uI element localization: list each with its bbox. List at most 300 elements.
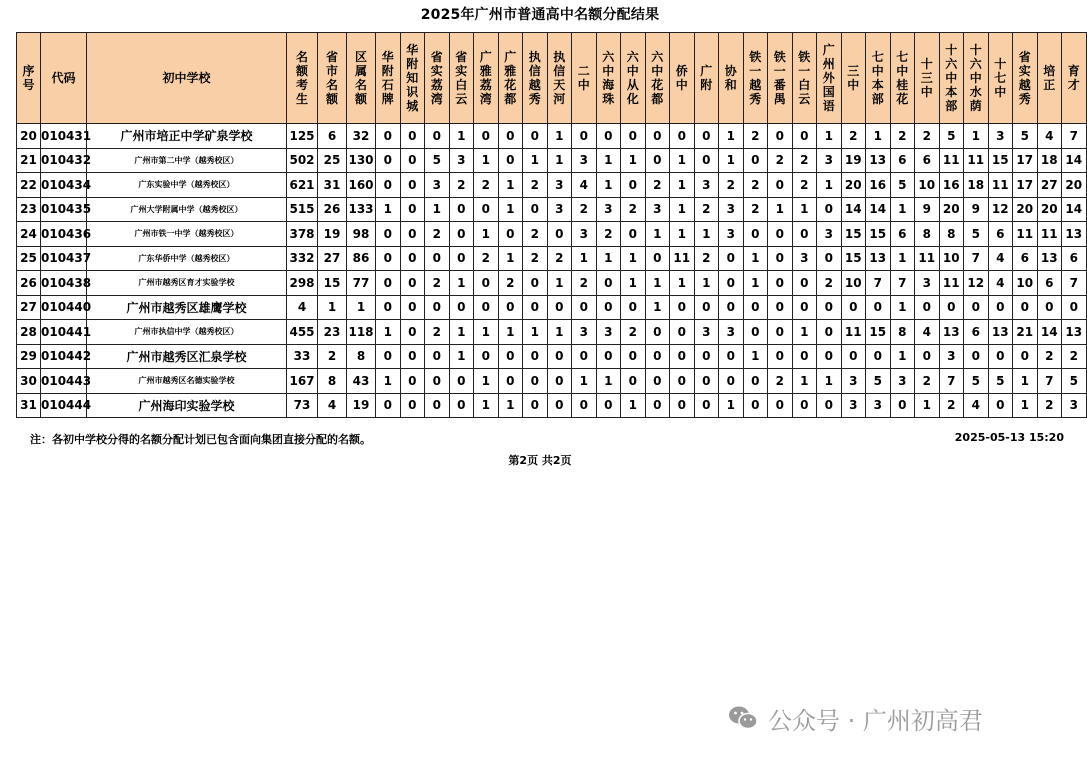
quota-cell: 20 bbox=[841, 173, 866, 198]
column-header-label: 广雅荔湾 bbox=[479, 50, 492, 106]
school-code: 010444 bbox=[41, 393, 87, 418]
quota-cell: 10 bbox=[841, 271, 866, 296]
quota-cell: 0 bbox=[596, 344, 621, 369]
quota-cell: 10 bbox=[939, 246, 964, 271]
quota-cell: 1 bbox=[670, 222, 695, 247]
quota-cell: 125 bbox=[287, 124, 318, 149]
quota-cell: 2 bbox=[915, 369, 940, 394]
quota-cell: 6 bbox=[890, 148, 915, 173]
column-header bbox=[87, 33, 287, 124]
quota-cell: 0 bbox=[1037, 295, 1062, 320]
quota-cell: 86 bbox=[347, 246, 376, 271]
column-header bbox=[425, 33, 450, 124]
quota-cell: 20 bbox=[1037, 197, 1062, 222]
quota-cell: 0 bbox=[425, 393, 450, 418]
quota-cell: 0 bbox=[645, 393, 670, 418]
quota-cell: 0 bbox=[547, 222, 572, 247]
column-header-label: 广雅花都 bbox=[504, 50, 517, 106]
quota-cell: 7 bbox=[964, 246, 989, 271]
quota-cell: 17 bbox=[1013, 148, 1038, 173]
watermark-text: 公众号 · 广州初高君 bbox=[768, 706, 983, 735]
quota-cell: 0 bbox=[792, 393, 817, 418]
quota-cell: 15 bbox=[841, 246, 866, 271]
quota-cell: 2 bbox=[743, 197, 768, 222]
quota-cell: 4 bbox=[988, 271, 1013, 296]
school-name: 广东华侨中学（越秀校区） bbox=[87, 246, 287, 271]
quota-cell: 0 bbox=[572, 295, 597, 320]
column-header bbox=[547, 33, 572, 124]
column-header-label: 六中花都 bbox=[651, 50, 664, 106]
column-header bbox=[474, 33, 499, 124]
quota-cell: 1 bbox=[572, 369, 597, 394]
school-code: 010432 bbox=[41, 148, 87, 173]
quota-cell: 0 bbox=[621, 222, 646, 247]
quota-cell: 0 bbox=[670, 344, 695, 369]
quota-cell: 4 bbox=[1037, 124, 1062, 149]
quota-cell: 5 bbox=[964, 369, 989, 394]
quota-cell: 1 bbox=[645, 271, 670, 296]
quota-cell: 10 bbox=[915, 173, 940, 198]
quota-cell: 0 bbox=[964, 295, 989, 320]
quota-cell: 621 bbox=[287, 173, 318, 198]
column-header-label: 三中 bbox=[847, 64, 860, 92]
column-header-label: 铁一番禺 bbox=[773, 50, 786, 106]
quota-cell: 3 bbox=[449, 148, 474, 173]
quota-cell: 32 bbox=[347, 124, 376, 149]
quota-cell: 0 bbox=[523, 124, 548, 149]
quota-cell: 130 bbox=[347, 148, 376, 173]
column-header bbox=[523, 33, 548, 124]
quota-cell: 2 bbox=[474, 246, 499, 271]
quota-cell: 2 bbox=[523, 246, 548, 271]
quota-cell: 0 bbox=[841, 295, 866, 320]
quota-cell: 0 bbox=[376, 393, 401, 418]
quota-cell: 2 bbox=[425, 222, 450, 247]
column-header-label: 执信越秀 bbox=[528, 50, 541, 106]
quota-cell: 9 bbox=[915, 197, 940, 222]
quota-cell: 6 bbox=[890, 222, 915, 247]
quota-cell: 1 bbox=[621, 246, 646, 271]
quota-cell: 0 bbox=[376, 124, 401, 149]
row-number: 28 bbox=[17, 320, 41, 345]
quota-cell: 1 bbox=[474, 393, 499, 418]
quota-cell: 1 bbox=[498, 246, 523, 271]
quota-cell: 3 bbox=[547, 197, 572, 222]
quota-cell: 332 bbox=[287, 246, 318, 271]
quota-cell: 19 bbox=[318, 222, 347, 247]
quota-cell: 0 bbox=[400, 197, 425, 222]
column-header bbox=[572, 33, 597, 124]
quota-cell: 0 bbox=[719, 344, 744, 369]
quota-cell: 0 bbox=[694, 124, 719, 149]
column-header-label: 代码 bbox=[51, 71, 76, 85]
quota-cell: 3 bbox=[866, 393, 891, 418]
quota-cell: 1 bbox=[743, 344, 768, 369]
quota-cell: 0 bbox=[645, 148, 670, 173]
quota-cell: 1 bbox=[596, 246, 621, 271]
quota-cell: 0 bbox=[743, 148, 768, 173]
quota-cell: 0 bbox=[400, 124, 425, 149]
quota-cell: 1 bbox=[890, 197, 915, 222]
quota-cell: 0 bbox=[498, 148, 523, 173]
quota-cell: 5 bbox=[866, 369, 891, 394]
quota-cell: 1 bbox=[596, 173, 621, 198]
school-code: 010440 bbox=[41, 295, 87, 320]
table-header-row bbox=[17, 33, 1087, 124]
quota-cell: 6 bbox=[964, 320, 989, 345]
row-number: 31 bbox=[17, 393, 41, 418]
quota-cell: 1 bbox=[694, 222, 719, 247]
column-header-label: 七中桂花 bbox=[896, 50, 909, 106]
quota-cell: 11 bbox=[1013, 222, 1038, 247]
quota-cell: 2 bbox=[719, 173, 744, 198]
quota-cell: 1 bbox=[474, 320, 499, 345]
quota-cell: 11 bbox=[939, 271, 964, 296]
school-name: 广州市越秀区育才实验学校 bbox=[87, 271, 287, 296]
quota-cell: 0 bbox=[400, 148, 425, 173]
quota-cell: 0 bbox=[596, 295, 621, 320]
quota-cell: 0 bbox=[498, 222, 523, 247]
quota-cell: 3 bbox=[890, 369, 915, 394]
column-header-label: 华附知识城 bbox=[406, 43, 419, 113]
quota-cell: 5 bbox=[1013, 124, 1038, 149]
quota-cell: 20 bbox=[1062, 173, 1087, 198]
column-header-label: 七中本部 bbox=[871, 50, 884, 106]
school-code: 010434 bbox=[41, 173, 87, 198]
school-name: 广州市第二中学（越秀校区） bbox=[87, 148, 287, 173]
quota-cell: 0 bbox=[523, 393, 548, 418]
quota-cell: 1 bbox=[915, 393, 940, 418]
quota-cell: 3 bbox=[572, 222, 597, 247]
quota-cell: 0 bbox=[547, 344, 572, 369]
column-header bbox=[743, 33, 768, 124]
quota-cell: 1 bbox=[743, 246, 768, 271]
quota-cell: 1 bbox=[890, 344, 915, 369]
quota-cell: 0 bbox=[523, 271, 548, 296]
quota-cell: 15 bbox=[866, 222, 891, 247]
quota-cell: 0 bbox=[425, 295, 450, 320]
column-header-label: 执信天河 bbox=[553, 50, 566, 106]
column-header-label: 十六中本部 bbox=[945, 43, 958, 113]
quota-cell: 7 bbox=[1062, 271, 1087, 296]
quota-cell: 0 bbox=[670, 393, 695, 418]
quota-cell: 0 bbox=[1062, 295, 1087, 320]
quota-cell: 27 bbox=[318, 246, 347, 271]
quota-cell: 1 bbox=[719, 393, 744, 418]
column-header bbox=[817, 33, 842, 124]
quota-cell: 7 bbox=[1037, 369, 1062, 394]
quota-cell: 11 bbox=[915, 246, 940, 271]
allocation-table bbox=[16, 32, 1087, 418]
quota-cell: 5 bbox=[988, 369, 1013, 394]
column-header bbox=[498, 33, 523, 124]
quota-cell: 3 bbox=[719, 197, 744, 222]
column-header-label: 区属名额 bbox=[354, 50, 367, 106]
quota-cell: 4 bbox=[915, 320, 940, 345]
quota-cell: 2 bbox=[1062, 344, 1087, 369]
quota-cell: 0 bbox=[425, 124, 450, 149]
quota-cell: 31 bbox=[318, 173, 347, 198]
quota-cell: 2 bbox=[694, 197, 719, 222]
column-header bbox=[866, 33, 891, 124]
quota-cell: 0 bbox=[498, 295, 523, 320]
column-header bbox=[400, 33, 425, 124]
quota-cell: 378 bbox=[287, 222, 318, 247]
quota-cell: 5 bbox=[964, 222, 989, 247]
quota-cell: 0 bbox=[400, 393, 425, 418]
wechat-icon bbox=[728, 705, 758, 731]
column-header bbox=[621, 33, 646, 124]
quota-cell: 6 bbox=[318, 124, 347, 149]
quota-cell: 1 bbox=[645, 222, 670, 247]
quota-cell: 3 bbox=[1062, 393, 1087, 418]
quota-cell: 21 bbox=[1013, 320, 1038, 345]
quota-cell: 2 bbox=[621, 320, 646, 345]
table-row bbox=[17, 320, 1087, 345]
quota-cell: 1 bbox=[645, 295, 670, 320]
quota-cell: 1 bbox=[474, 369, 499, 394]
quota-cell: 14 bbox=[1037, 320, 1062, 345]
quota-cell: 0 bbox=[866, 344, 891, 369]
column-header-label: 铁一越秀 bbox=[749, 50, 762, 106]
quota-cell: 26 bbox=[318, 197, 347, 222]
quota-cell: 1 bbox=[890, 246, 915, 271]
quota-cell: 2 bbox=[523, 173, 548, 198]
column-header-label: 十六中水荫 bbox=[969, 43, 982, 113]
page-title: 2025年广州市普通高中名额分配结果 bbox=[420, 7, 660, 23]
quota-cell: 133 bbox=[347, 197, 376, 222]
column-header bbox=[841, 33, 866, 124]
quota-cell: 2 bbox=[645, 173, 670, 198]
quota-cell: 0 bbox=[890, 393, 915, 418]
quota-cell: 0 bbox=[523, 369, 548, 394]
table-row bbox=[17, 344, 1087, 369]
quota-cell: 0 bbox=[474, 124, 499, 149]
quota-cell: 0 bbox=[645, 246, 670, 271]
column-header bbox=[915, 33, 940, 124]
quota-cell: 19 bbox=[841, 148, 866, 173]
quota-cell: 12 bbox=[964, 271, 989, 296]
quota-cell: 0 bbox=[376, 271, 401, 296]
quota-cell: 1 bbox=[1013, 393, 1038, 418]
quota-cell: 502 bbox=[287, 148, 318, 173]
quota-cell: 1 bbox=[498, 173, 523, 198]
quota-cell: 0 bbox=[817, 344, 842, 369]
quota-cell: 0 bbox=[449, 369, 474, 394]
table-row bbox=[17, 393, 1087, 418]
column-header-label: 初中学校 bbox=[162, 71, 211, 85]
quota-cell: 0 bbox=[719, 246, 744, 271]
quota-cell: 0 bbox=[449, 295, 474, 320]
quota-cell: 1 bbox=[425, 197, 450, 222]
column-header-label: 华附石牌 bbox=[381, 50, 394, 106]
quota-cell: 118 bbox=[347, 320, 376, 345]
quota-cell: 3 bbox=[719, 222, 744, 247]
quota-cell: 13 bbox=[866, 148, 891, 173]
column-header bbox=[719, 33, 744, 124]
quota-cell: 0 bbox=[792, 344, 817, 369]
quota-cell: 3 bbox=[817, 148, 842, 173]
row-number: 24 bbox=[17, 222, 41, 247]
quota-cell: 0 bbox=[498, 344, 523, 369]
quota-cell: 1 bbox=[547, 271, 572, 296]
quota-cell: 0 bbox=[792, 124, 817, 149]
quota-cell: 1 bbox=[474, 222, 499, 247]
school-name: 广州大学附属中学（越秀校区） bbox=[87, 197, 287, 222]
quota-cell: 9 bbox=[964, 197, 989, 222]
quota-cell: 0 bbox=[400, 320, 425, 345]
column-header-label: 二中 bbox=[577, 64, 590, 92]
quota-cell: 0 bbox=[915, 295, 940, 320]
school-code: 010436 bbox=[41, 222, 87, 247]
quota-cell: 2 bbox=[523, 222, 548, 247]
quota-cell: 3 bbox=[596, 320, 621, 345]
quota-cell: 27 bbox=[1037, 173, 1062, 198]
quota-cell: 2 bbox=[425, 320, 450, 345]
school-name: 广州市培正中学矿泉学校 bbox=[87, 124, 287, 149]
quota-cell: 0 bbox=[425, 369, 450, 394]
quota-cell: 23 bbox=[318, 320, 347, 345]
quota-cell: 1 bbox=[547, 320, 572, 345]
quota-cell: 13 bbox=[939, 320, 964, 345]
quota-cell: 4 bbox=[287, 295, 318, 320]
quota-cell: 19 bbox=[347, 393, 376, 418]
quota-cell: 0 bbox=[817, 320, 842, 345]
quota-cell: 3 bbox=[645, 197, 670, 222]
quota-cell: 0 bbox=[376, 344, 401, 369]
quota-cell: 0 bbox=[743, 320, 768, 345]
quota-cell: 0 bbox=[1013, 295, 1038, 320]
quota-cell: 0 bbox=[817, 197, 842, 222]
school-code: 010437 bbox=[41, 246, 87, 271]
school-name: 广州市越秀区雄鹰学校 bbox=[87, 295, 287, 320]
quota-cell: 3 bbox=[547, 173, 572, 198]
quota-cell: 2 bbox=[547, 246, 572, 271]
quota-cell: 73 bbox=[287, 393, 318, 418]
quota-cell: 0 bbox=[792, 295, 817, 320]
quota-cell: 0 bbox=[964, 344, 989, 369]
quota-cell: 2 bbox=[596, 222, 621, 247]
quota-cell: 0 bbox=[376, 222, 401, 247]
page-number: 第2页 共2页 bbox=[508, 454, 572, 467]
quota-cell: 1 bbox=[670, 173, 695, 198]
table-row bbox=[17, 173, 1087, 198]
quota-cell: 0 bbox=[621, 369, 646, 394]
quota-cell: 77 bbox=[347, 271, 376, 296]
quota-cell: 0 bbox=[572, 393, 597, 418]
quota-cell: 6 bbox=[915, 148, 940, 173]
quota-cell: 3 bbox=[939, 344, 964, 369]
table-row bbox=[17, 197, 1087, 222]
column-header-label: 名额考生 bbox=[295, 50, 308, 106]
quota-cell: 3 bbox=[841, 369, 866, 394]
row-number: 20 bbox=[17, 124, 41, 149]
quota-cell: 1 bbox=[719, 148, 744, 173]
quota-cell: 1 bbox=[498, 393, 523, 418]
quota-cell: 0 bbox=[400, 173, 425, 198]
quota-cell: 0 bbox=[768, 295, 793, 320]
quota-cell: 0 bbox=[449, 246, 474, 271]
quota-cell: 15 bbox=[318, 271, 347, 296]
column-header-label: 序号 bbox=[22, 64, 35, 92]
quota-cell: 1 bbox=[694, 271, 719, 296]
quota-cell: 0 bbox=[523, 197, 548, 222]
quota-cell: 1 bbox=[817, 173, 842, 198]
quota-cell: 0 bbox=[866, 295, 891, 320]
quota-cell: 14 bbox=[1062, 197, 1087, 222]
quota-cell: 8 bbox=[890, 320, 915, 345]
quota-cell: 2 bbox=[743, 124, 768, 149]
quota-cell: 1 bbox=[792, 197, 817, 222]
quota-cell: 0 bbox=[670, 124, 695, 149]
quota-cell: 6 bbox=[1037, 271, 1062, 296]
column-header-label: 省市名额 bbox=[325, 50, 338, 106]
column-header bbox=[792, 33, 817, 124]
row-number: 29 bbox=[17, 344, 41, 369]
quota-cell: 8 bbox=[939, 222, 964, 247]
quota-cell: 0 bbox=[743, 222, 768, 247]
quota-cell: 14 bbox=[1062, 148, 1087, 173]
school-code: 010431 bbox=[41, 124, 87, 149]
quota-cell: 3 bbox=[694, 173, 719, 198]
quota-cell: 1 bbox=[498, 197, 523, 222]
quota-cell: 1 bbox=[719, 124, 744, 149]
quota-cell: 1 bbox=[498, 320, 523, 345]
quota-cell: 2 bbox=[915, 124, 940, 149]
quota-cell: 1 bbox=[523, 320, 548, 345]
table-row bbox=[17, 295, 1087, 320]
school-name: 广州海印实验学校 bbox=[87, 393, 287, 418]
quota-cell: 0 bbox=[449, 393, 474, 418]
quota-cell: 2 bbox=[572, 271, 597, 296]
quota-cell: 8 bbox=[915, 222, 940, 247]
quota-cell: 2 bbox=[694, 246, 719, 271]
quota-cell: 1 bbox=[670, 271, 695, 296]
quota-cell: 1 bbox=[376, 369, 401, 394]
quota-cell: 1 bbox=[670, 197, 695, 222]
quota-cell: 0 bbox=[474, 271, 499, 296]
quota-cell: 0 bbox=[400, 369, 425, 394]
column-header bbox=[1013, 33, 1038, 124]
quota-cell: 0 bbox=[376, 295, 401, 320]
column-header bbox=[449, 33, 474, 124]
quota-cell: 0 bbox=[743, 295, 768, 320]
quota-cell: 0 bbox=[596, 124, 621, 149]
column-header bbox=[596, 33, 621, 124]
quota-cell: 1 bbox=[474, 148, 499, 173]
quota-cell: 0 bbox=[400, 271, 425, 296]
quota-cell: 2 bbox=[792, 173, 817, 198]
quota-cell: 0 bbox=[376, 173, 401, 198]
quota-cell: 0 bbox=[768, 393, 793, 418]
column-header-label: 广附 bbox=[700, 64, 713, 92]
timestamp: 2025-05-13 15:20 bbox=[954, 431, 1064, 444]
column-header bbox=[768, 33, 793, 124]
column-header bbox=[17, 33, 41, 124]
quota-cell: 1 bbox=[318, 295, 347, 320]
column-header-label: 铁一白云 bbox=[798, 50, 811, 106]
column-header bbox=[890, 33, 915, 124]
quota-cell: 15 bbox=[988, 148, 1013, 173]
quota-cell: 0 bbox=[474, 295, 499, 320]
quota-cell: 0 bbox=[621, 295, 646, 320]
quota-cell: 7 bbox=[939, 369, 964, 394]
quota-cell: 2 bbox=[768, 369, 793, 394]
quota-cell: 4 bbox=[318, 393, 347, 418]
quota-cell: 12 bbox=[988, 197, 1013, 222]
quota-cell: 2 bbox=[621, 197, 646, 222]
row-number: 26 bbox=[17, 271, 41, 296]
